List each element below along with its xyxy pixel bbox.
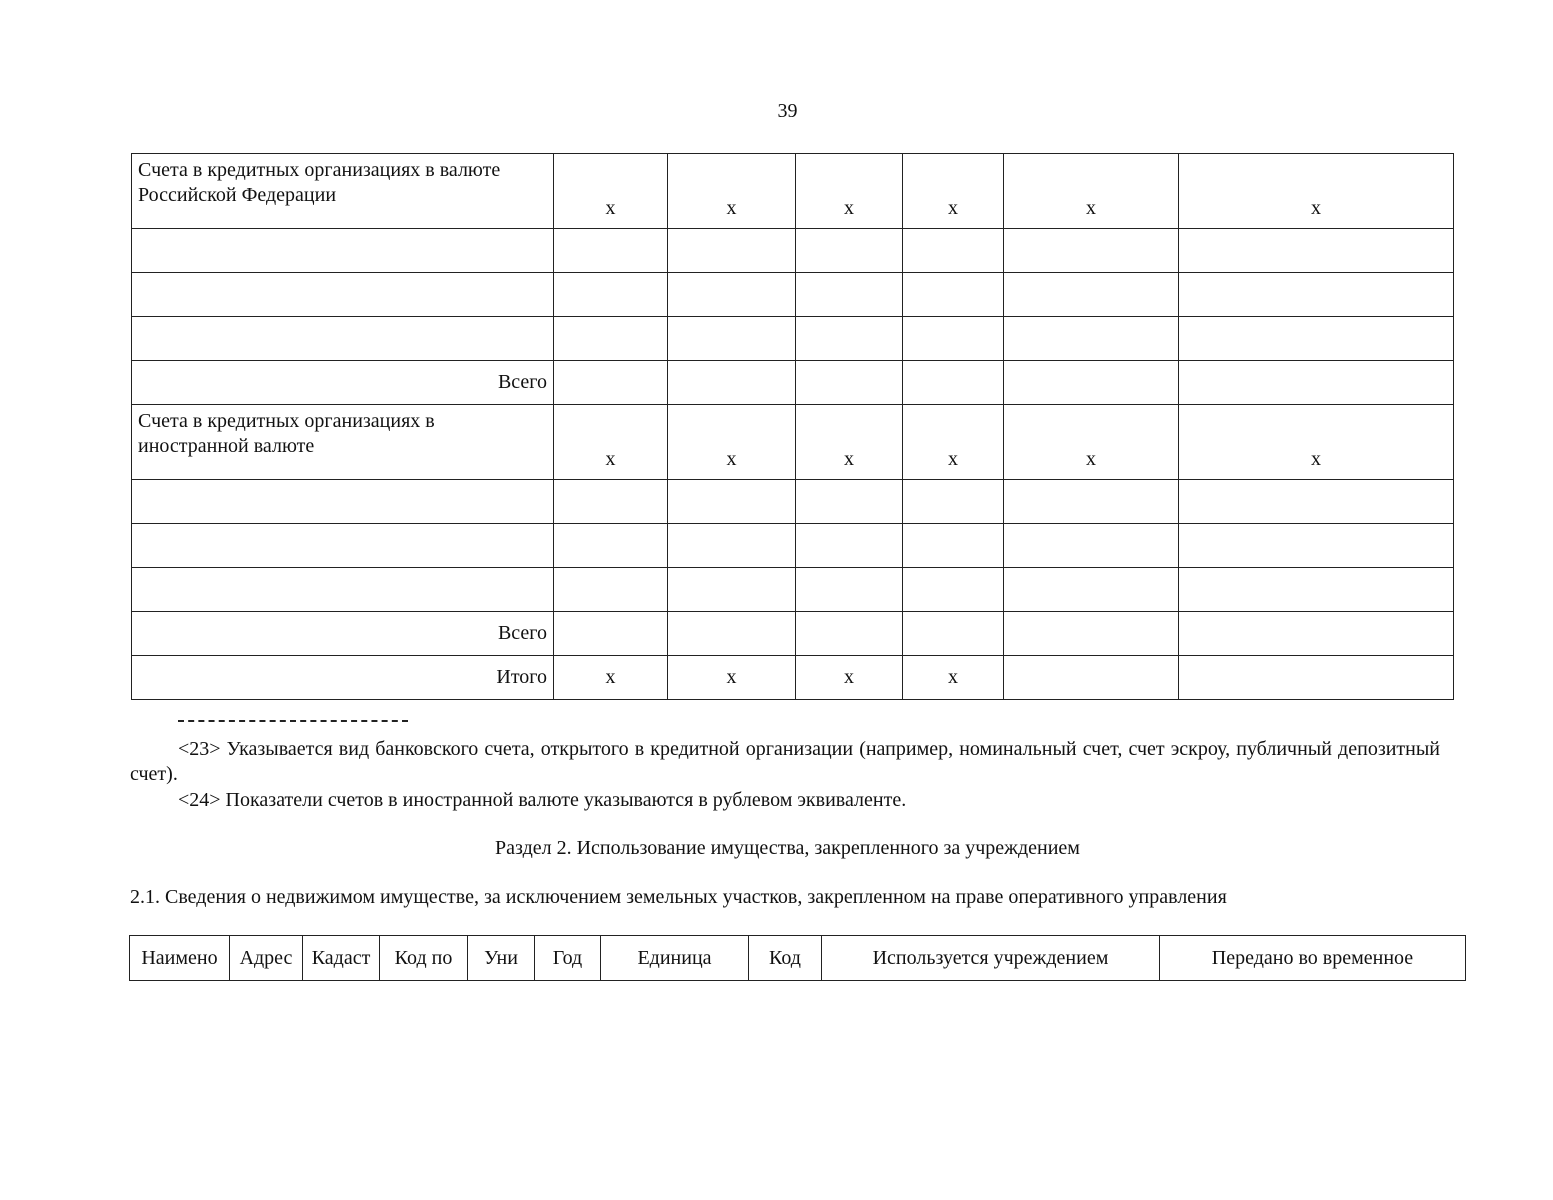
accounts-table (131, 153, 1454, 700)
header-cell: Уни (468, 936, 535, 981)
total-label: Всего (132, 612, 554, 656)
x-mark: x (1004, 405, 1179, 480)
empty-row (132, 524, 1454, 568)
empty-row (132, 273, 1454, 317)
empty-row (132, 317, 1454, 361)
section-title: Раздел 2. Использование имущества, закрепленного за учреждением (495, 837, 1080, 859)
foreign-total-row (132, 612, 1454, 656)
header-cell: Наимено (130, 936, 230, 981)
total-label: Всего (132, 361, 554, 405)
property-header-row (130, 936, 1466, 981)
rub-accounts-label: Счета в кредитных организациях в валюте Российской Федерации (132, 154, 554, 229)
header-cell: Используется учреждением (822, 936, 1160, 981)
x-mark: x (1179, 405, 1454, 480)
page-number: 39 (777, 100, 798, 122)
empty-row (132, 568, 1454, 612)
header-cell: Код (749, 936, 822, 981)
grand-total-row (132, 656, 1454, 700)
x-mark: x (554, 656, 668, 700)
header-cell: Год (535, 936, 601, 981)
footnote-separator (178, 720, 408, 722)
x-mark: x (554, 154, 668, 229)
header-cell: Код по (380, 936, 468, 981)
x-mark: x (903, 405, 1004, 480)
foreign-accounts-header-row (132, 405, 1454, 480)
header-cell: Кадаст (303, 936, 380, 981)
subsection-title: 2.1. Сведения о недвижимом имуществе, за исключением земельных участков, закрепленном на праве оперативного управления (130, 886, 1227, 908)
x-mark: x (668, 405, 796, 480)
foreign-accounts-label: Счета в кредитных организациях в иностранной валюте (132, 405, 554, 480)
x-mark: x (903, 154, 1004, 229)
x-mark: x (668, 656, 796, 700)
empty-row (132, 229, 1454, 273)
x-mark: x (796, 656, 903, 700)
x-mark: x (796, 405, 903, 480)
rub-total-row (132, 361, 1454, 405)
x-mark: x (796, 154, 903, 229)
footnote-24: <24> Показатели счетов в иностранной валюте указываются в рублевом эквиваленте. (178, 789, 907, 811)
empty-row (132, 480, 1454, 524)
header-cell: Адрес (230, 936, 303, 981)
header-cell: Передано во временное (1160, 936, 1466, 981)
rub-accounts-header-row (132, 154, 1454, 229)
footnote-23: <23> Указывается вид банковского счета, открытого в кредитной организации (например, номинальный счет, счет эскроу, публичный депозитный счет). (130, 738, 1440, 785)
x-mark: x (554, 405, 668, 480)
grand-total-label: Итого (132, 656, 554, 700)
x-mark: x (903, 656, 1004, 700)
property-table (129, 935, 1466, 981)
x-mark: x (1004, 154, 1179, 229)
x-mark: x (1179, 154, 1454, 229)
x-mark: x (668, 154, 796, 229)
header-cell: Единица (601, 936, 749, 981)
